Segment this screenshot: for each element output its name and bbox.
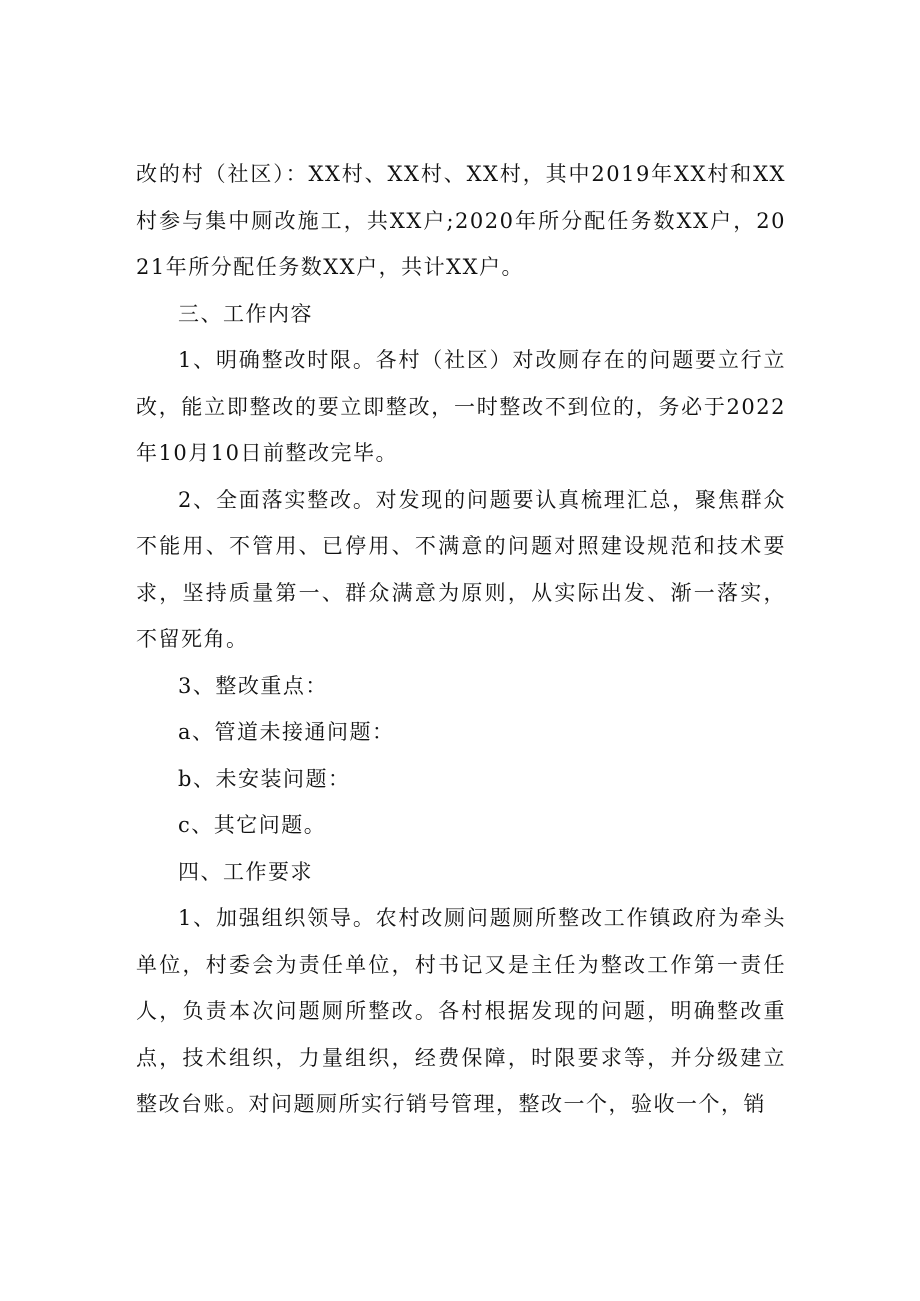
list-item-other-issues: c、其它问题。	[178, 813, 327, 837]
section-heading-work-content: 三、工作内容	[178, 301, 313, 326]
section-heading-work-requirements: 四、工作要求	[178, 859, 313, 884]
document-body	[136, 151, 786, 1128]
paragraph-villages-summary: 改的村（社区）：XX村、XX村、XX村，其中2019年XX村和XX村参与集中厕改施工，共XX户;2020年所分配任务数XX户，2021年所分配任务数XX户，共计XX户。	[136, 162, 786, 279]
paragraph-strengthen-leadership: 1、加强组织领导。农村改厕问题厕所整改工作镇政府为牵头单位，村委会为责任单位，村书记又是主任为整改工作第一责任人，负责本次问题厕所整改。各村根据发现的问题，明确整改重点，技术组织，力量组织，经费保障，时限要求等，并分级建立整改台账。对问题厕所实行销号管理，整改一个，验收一个，销	[136, 906, 786, 1116]
list-item-pipe-issue: a、管道未接通问题：	[178, 720, 395, 744]
paragraph-rectification-focus: 3、整改重点：	[178, 673, 328, 698]
paragraph-implement-rectification: 2、全面落实整改。对发现的问题要认真梳理汇总，聚焦群众不能用、不管用、已停用、不满意的问题对照建设规范和技术要求，坚持质量第一、群众满意为原则，从实际出发、渐一落实，不留死角。	[136, 487, 786, 651]
paragraph-rectification-deadline: 1、明确整改时限。各村（社区）对改厕存在的问题要立行立改，能立即整改的要立即整改，一时整改不到位的，务必于2022年10月10日前整改完毕。	[136, 348, 786, 465]
list-item-not-installed-issue: b、未安装问题：	[178, 766, 351, 791]
